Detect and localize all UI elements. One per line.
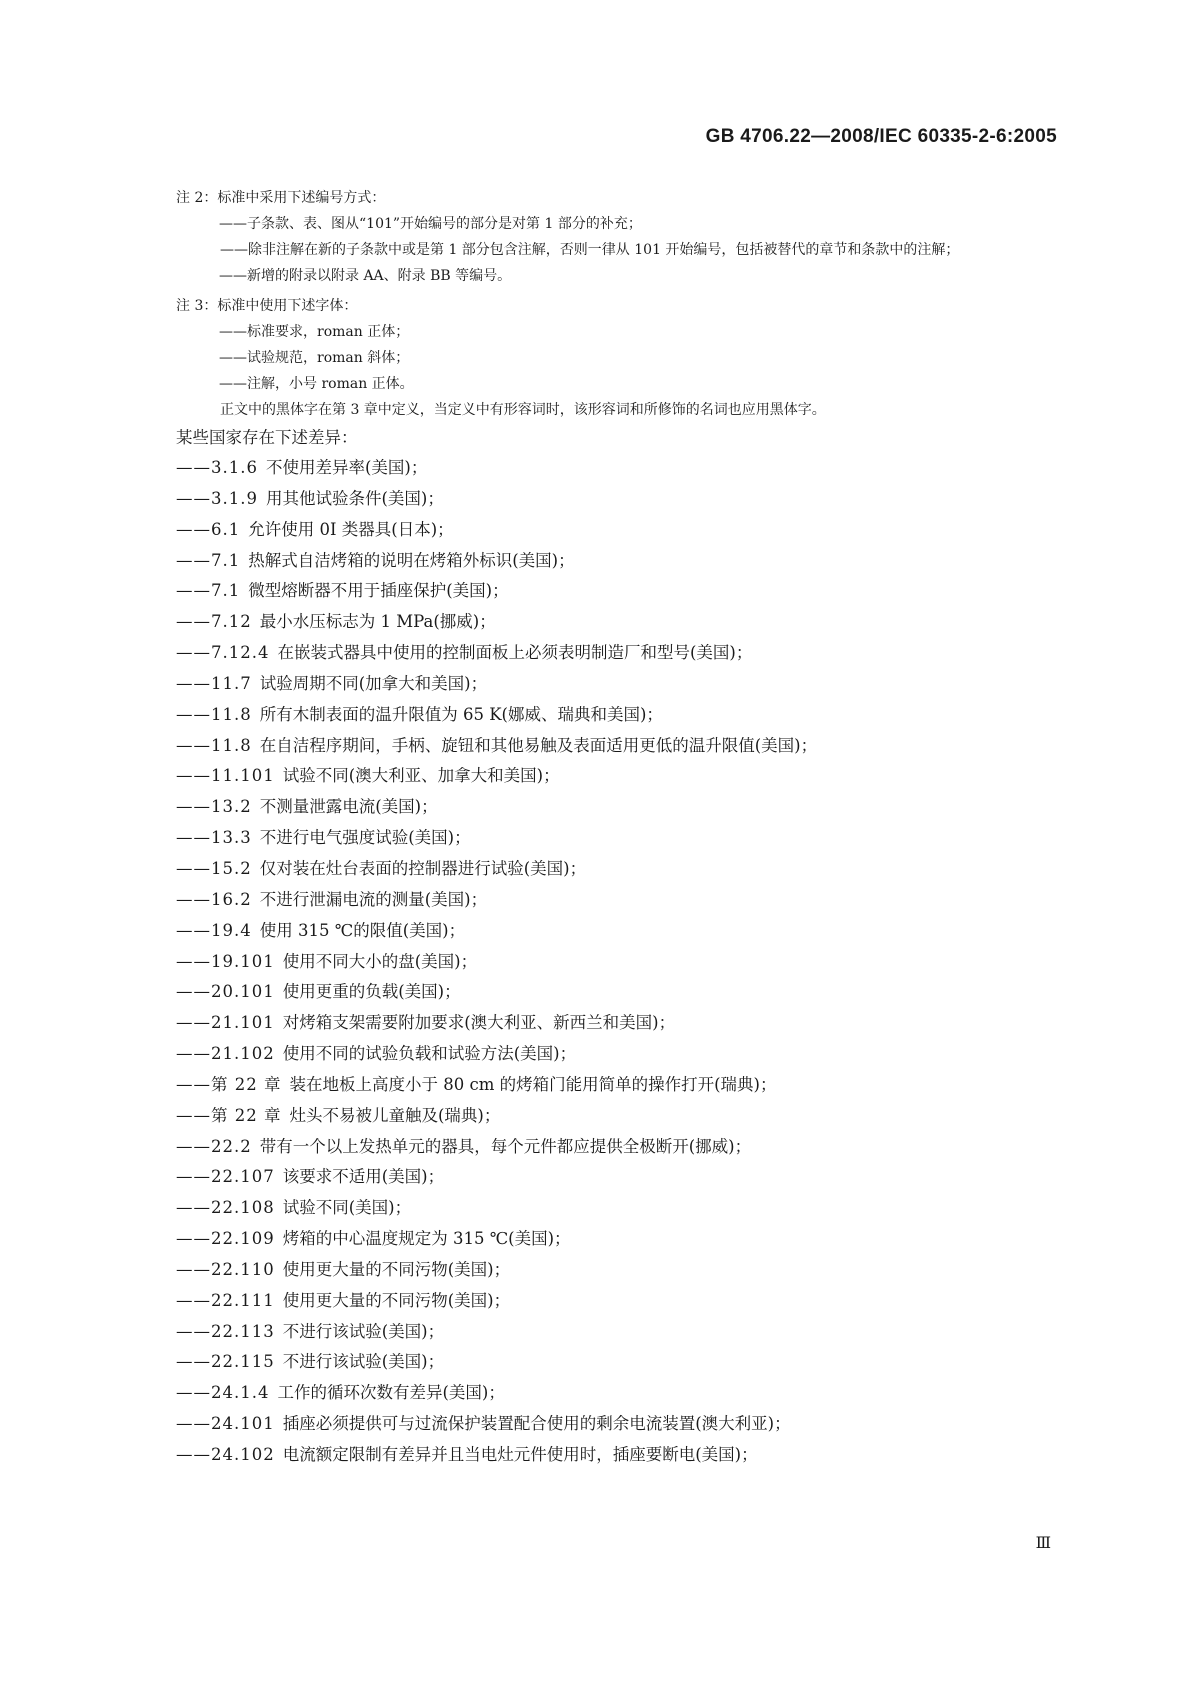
- difference-text: 不测量泄露电流(美国)；: [259, 797, 438, 817]
- difference-text: 允许使用 0I 类器具(日本)；: [248, 519, 454, 539]
- difference-item: [176, 1193, 1066, 1224]
- difference-item: [176, 1101, 1066, 1132]
- clause-number: ——6.1: [176, 519, 241, 539]
- difference-text: 用其他试验条件(美国)；: [265, 488, 444, 508]
- difference-item: [176, 1347, 1066, 1378]
- difference-item: [176, 761, 1066, 792]
- difference-text: 不进行该试验(美国)；: [282, 1321, 445, 1341]
- page-content: [176, 185, 1066, 1471]
- difference-text: 最小水压标志为 1 MPa(挪威)；: [259, 612, 496, 632]
- note-3-item: ——标准要求，roman 正体；: [219, 324, 410, 340]
- clause-number: ——11.7: [176, 673, 252, 693]
- difference-text: 使用更重的负载(美国)；: [282, 982, 461, 1002]
- clause-number: ——22.107: [176, 1167, 275, 1187]
- clause-number: ——11.101: [176, 766, 275, 786]
- difference-item: [176, 607, 1066, 638]
- clause-number: ——21.102: [176, 1044, 275, 1064]
- difference-text: 在嵌装式器具中使用的控制面板上必须表明制造厂和型号(美国)；: [277, 643, 753, 663]
- difference-item: [176, 484, 1066, 515]
- clause-number: ——7.1: [176, 581, 241, 601]
- clause-number: ——第 22 章: [176, 1074, 282, 1094]
- standard-code-header: GB 4706.22—2008/IEC 60335-2-6:2005: [705, 126, 1057, 147]
- clause-number: ——22.110: [176, 1259, 275, 1279]
- difference-text: 插座必须提供可与过流保护装置配合使用的剩余电流装置(澳大利亚)；: [282, 1414, 791, 1434]
- clause-number: ——3.1.9: [176, 488, 258, 508]
- page-number: Ⅲ: [1035, 1533, 1051, 1552]
- clause-number: ——3.1.6: [176, 458, 258, 477]
- difference-text: 使用不同大小的盘(美国)；: [282, 951, 478, 971]
- note-2-item: ——除非注解在新的子条款中或是第 1 部分包含注解，否则一律从 101 开始编号，包括被替代的章节和条款中的注解；: [220, 242, 960, 258]
- note-3-item: ——试验规范，roman 斜体；: [219, 350, 410, 366]
- difference-item: [176, 1132, 1066, 1163]
- clause-number: ——22.115: [176, 1352, 275, 1372]
- difference-text: 对烤箱支架需要附加要求(澳大利亚、新西兰和美国)；: [282, 1013, 676, 1033]
- note-2-title: 注 2：标准中采用下述编号方式：: [176, 190, 386, 206]
- difference-text: 不进行该试验(美国)；: [282, 1352, 445, 1372]
- difference-text: 不使用差异率(美国)；: [265, 458, 428, 477]
- clause-number: ——20.101: [176, 982, 275, 1002]
- difference-text: 使用 315 ℃的限值(美国)；: [259, 920, 466, 940]
- difference-item: [176, 731, 1066, 762]
- difference-text: 试验不同(美国)；: [282, 1198, 412, 1218]
- clause-number: ——22.113: [176, 1321, 275, 1341]
- note-3: [176, 293, 1066, 423]
- difference-item: [176, 546, 1066, 577]
- clause-number: ——22.2: [176, 1136, 252, 1156]
- clause-number: ——11.8: [176, 704, 252, 724]
- clause-number: ——19.4: [176, 920, 252, 940]
- difference-item: [176, 1070, 1066, 1101]
- difference-item: [176, 792, 1066, 823]
- clause-number: ——21.101: [176, 1013, 275, 1033]
- difference-item: [176, 1409, 1066, 1440]
- difference-text: 使用更大量的不同污物(美国)；: [282, 1259, 511, 1279]
- clause-number: ——11.8: [176, 735, 252, 755]
- difference-item: [176, 1378, 1066, 1409]
- difference-item: [176, 453, 1066, 484]
- difference-text: 不进行泄漏电流的测量(美国)；: [259, 889, 488, 909]
- difference-item: [176, 1008, 1066, 1039]
- difference-item: [176, 1317, 1066, 1348]
- difference-text: 不进行电气强度试验(美国)；: [259, 828, 471, 848]
- clause-number: ——第 22 章: [176, 1105, 282, 1125]
- difference-text: 带有一个以上发热单元的器具，每个元件都应提供全极断开(挪威)；: [259, 1136, 752, 1156]
- difference-text: 热解式自洁烤箱的说明在烤箱外标识(美国)；: [248, 550, 575, 570]
- difference-item: [176, 947, 1066, 978]
- note-3-item: ——注解，小号 roman 正体。: [219, 376, 414, 392]
- difference-text: 该要求不适用(美国)；: [282, 1167, 445, 1187]
- difference-item: [176, 1255, 1066, 1286]
- difference-item: [176, 823, 1066, 854]
- difference-item: [176, 1440, 1066, 1471]
- difference-item: [176, 638, 1066, 669]
- difference-item: [176, 515, 1066, 546]
- difference-item: [176, 669, 1066, 700]
- difference-item: [176, 1286, 1066, 1317]
- clause-number: ——19.101: [176, 951, 275, 971]
- clause-number: ——7.1: [176, 550, 241, 570]
- difference-text: 在自洁程序期间，手柄、旋钮和其他易触及表面适用更低的温升限值(美国)；: [259, 735, 818, 755]
- differences-intro: 某些国家存在下述差异：: [176, 428, 358, 447]
- difference-item: [176, 700, 1066, 731]
- difference-text: 电流额定限制有差异并且当电灶元件使用时，插座要断电(美国)；: [282, 1445, 758, 1464]
- clause-number: ——13.3: [176, 828, 252, 848]
- clause-number: ——15.2: [176, 858, 252, 878]
- difference-text: 仅对装在灶台表面的控制器进行试验(美国)；: [259, 858, 587, 878]
- clause-number: ——13.2: [176, 797, 252, 817]
- difference-item: [176, 916, 1066, 947]
- clause-number: ——22.108: [176, 1198, 275, 1218]
- difference-item: [176, 977, 1066, 1008]
- note-2: [176, 185, 1066, 289]
- difference-text: 使用更大量的不同污物(美国)；: [282, 1290, 511, 1310]
- clause-number: ——24.1.4: [176, 1383, 270, 1403]
- clause-number: ——22.109: [176, 1229, 275, 1249]
- clause-number: ——24.101: [176, 1414, 275, 1434]
- note-3-title: 注 3：标准中使用下述字体：: [176, 298, 358, 314]
- difference-text: 所有木制表面的温升限值为 65 K(娜威、瑞典和美国)；: [259, 704, 663, 724]
- difference-item: [176, 1162, 1066, 1193]
- difference-text: 烤箱的中心温度规定为 315 ℃(美国)；: [282, 1229, 571, 1249]
- differences-list: [176, 453, 1066, 1471]
- difference-item: [176, 885, 1066, 916]
- difference-item: [176, 1224, 1066, 1255]
- bold-font-paragraph: 正文中的黑体字在第 3 章中定义，当定义中有形容词时，该形容词和所修饰的名词也应用黑体字。: [220, 402, 826, 418]
- difference-text: 试验不同(澳大利亚、加拿大和美国)；: [282, 766, 560, 786]
- clause-number: ——7.12.4: [176, 643, 270, 663]
- clause-number: ——24.102: [176, 1445, 275, 1464]
- difference-text: 微型熔断器不用于插座保护(美国)；: [248, 581, 509, 601]
- clause-number: ——16.2: [176, 889, 252, 909]
- difference-text: 装在地板上高度小于 80 cm 的烤箱门能用简单的操作打开(瑞典)；: [289, 1074, 777, 1094]
- difference-text: 试验周期不同(加拿大和美国)；: [259, 673, 488, 693]
- clause-number: ——22.111: [176, 1290, 275, 1310]
- note-2-item: ——子条款、表、图从“101”开始编号的部分是对第 1 部分的补充；: [219, 216, 642, 232]
- note-2-item: ——新增的附录以附录 AA、附录 BB 等编号。: [219, 268, 512, 284]
- difference-item: [176, 854, 1066, 885]
- clause-number: ——7.12: [176, 612, 252, 632]
- difference-text: 工作的循环次数有差异(美国)；: [277, 1383, 505, 1403]
- difference-item: [176, 576, 1066, 607]
- difference-text: 灶头不易被儿童触及(瑞典)；: [289, 1105, 501, 1125]
- difference-text: 使用不同的试验负载和试验方法(美国)；: [282, 1044, 577, 1064]
- difference-item: [176, 1039, 1066, 1070]
